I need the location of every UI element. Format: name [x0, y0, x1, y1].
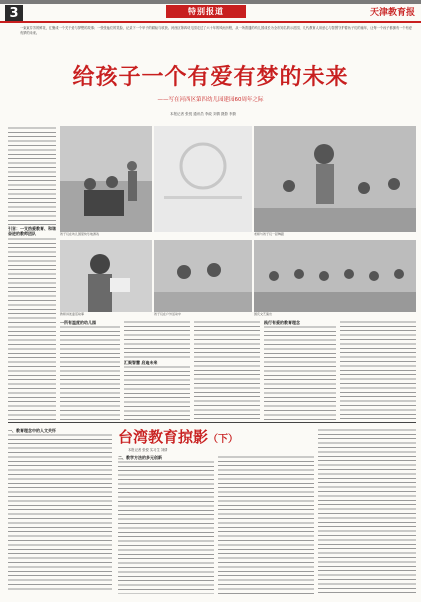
bottom-headline: 台湾教育掠影（下）: [118, 428, 239, 446]
section-divider: [8, 422, 416, 423]
article-column: 践行有爱的教育理念: [264, 320, 336, 422]
article-column: 汇聚智慧 启迪未来: [124, 320, 190, 422]
photo-storyteller: [60, 240, 152, 312]
article-column: [194, 320, 260, 422]
photo-banner: [154, 126, 252, 232]
photo-caption: 老师与孩子们一起舞蹈: [254, 232, 285, 236]
photo-outdoor: [154, 240, 252, 312]
photo-teacher-dance: [254, 126, 416, 232]
subheadline: ——写在河西区第四幼儿园建园60周年之际: [157, 97, 264, 103]
bottom-column: [218, 455, 314, 596]
article-column: 一所有温度的幼儿园: [60, 320, 120, 422]
article-column-left: [8, 126, 56, 422]
header-rule: [0, 21, 421, 23]
bottom-column: 一、教育理念中的人文关怀: [8, 428, 112, 596]
bottom-column: [318, 428, 416, 596]
top-bar: [0, 0, 421, 4]
photo-caption: 教师讲述童话故事: [60, 312, 85, 316]
bottom-byline: 本报记者 张悦 实习生 刘倩: [128, 448, 168, 452]
column-subtitle: 引言：一支热爱教育、和谐奋进的教师团队: [8, 226, 56, 237]
section-label: 特别报道: [166, 5, 246, 18]
paper-name: 天津教育报: [369, 8, 415, 18]
headline: 给孩子一个有爱有梦的未来: [72, 64, 349, 90]
photo-performance: [254, 240, 416, 312]
article-column: [340, 320, 416, 422]
bottom-column: 二、教学方法的多元创新: [118, 455, 214, 596]
page-number: 3: [5, 5, 23, 23]
photo-caption: 孩子们在户外活动中: [154, 312, 182, 316]
intro-paragraph: 一束束芬芳的鲜花，汇聚成一个关于爱与梦想的故事；一张张灿烂的笑脸，记录下一个甲子的耕耘与收获。河西区第四幼儿园走过了六十年的风雨历程，从一所普通的幼儿园成长为全市知名的示范园，几代教育人用爱心与智慧守护着孩子们的童年，让每一个孩子都拥有一个有爱有梦的未来。: [20, 26, 412, 35]
photo-children-wagon: [60, 126, 152, 232]
byline: 本报记者 张悦 通讯员 李政 刘倩 摄影 李蔚: [170, 112, 237, 116]
photo-caption: 园庆文艺演出: [254, 312, 273, 316]
photo-caption: 孩子们在幼儿园里快乐地游戏: [60, 232, 100, 236]
